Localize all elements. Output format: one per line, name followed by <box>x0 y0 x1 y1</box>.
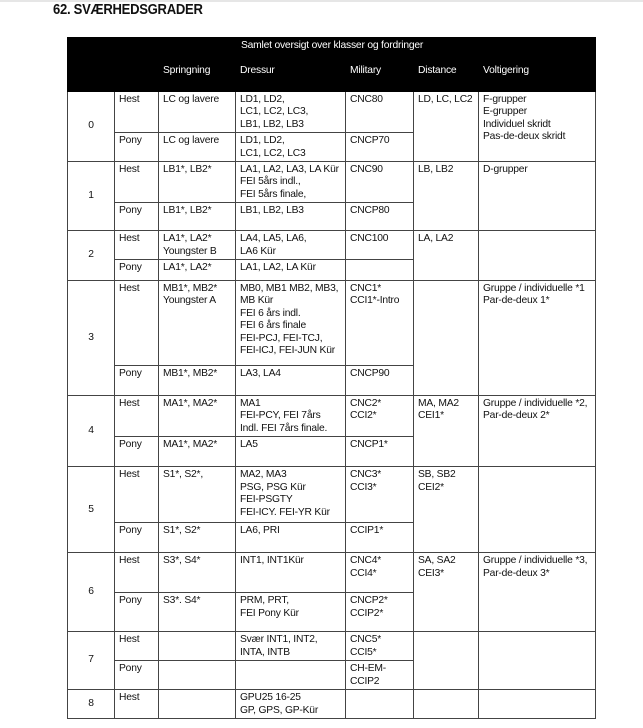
cell-line: LC1, LC2, LC3 <box>240 147 306 159</box>
cell-line: CNCP90 <box>350 368 390 380</box>
category-cell: Hest <box>115 92 159 133</box>
military-cell <box>346 203 414 231</box>
voltigering-cell <box>479 396 596 467</box>
springning-cell <box>159 467 236 523</box>
category-cell: Pony <box>115 661 159 690</box>
table-row <box>68 467 596 523</box>
cell-line: CEI1* <box>418 410 444 422</box>
category-cell: Hest <box>115 467 159 523</box>
cell-line: CNCP70 <box>350 135 390 147</box>
voltigering-cell <box>479 553 596 632</box>
cell-line: CCI3* <box>350 481 377 493</box>
springning-cell <box>159 366 236 396</box>
category-cell: Pony <box>115 593 159 632</box>
category-cell: Pony <box>115 366 159 396</box>
table-row <box>68 231 596 260</box>
voltigering-cell <box>479 281 596 396</box>
dressur-cell <box>236 203 346 231</box>
cell-line: CCIP2 <box>350 675 380 687</box>
cell-line: Gruppe / individuelle *3, <box>483 555 588 567</box>
column-header-level <box>68 59 115 92</box>
level-cell: 7 <box>68 632 115 690</box>
military-cell <box>346 162 414 203</box>
column-header-dressur: Dressur <box>236 59 346 92</box>
category-cell: Hest <box>115 231 159 260</box>
cell-line: MB Kür <box>240 295 274 307</box>
cell-line: INTA, INTB <box>240 646 290 658</box>
cell-line: S1*, S2*, <box>163 469 203 481</box>
dressur-cell <box>236 133 346 162</box>
cell-line: F-grupper <box>483 94 527 105</box>
column-header-voltigering: Voltigering <box>479 59 596 92</box>
cell-line: CEI3* <box>418 567 444 579</box>
springning-cell <box>159 203 236 231</box>
cell-line: FEI-PSGTY <box>240 494 293 506</box>
dressur-cell <box>236 553 346 593</box>
distance-cell <box>414 281 479 396</box>
dressur-cell <box>236 523 346 553</box>
military-cell <box>346 437 414 467</box>
voltigering-cell <box>479 467 596 553</box>
cell-line: D-grupper <box>483 164 528 176</box>
military-cell <box>346 92 414 133</box>
cell-line: S3*. S4* <box>163 595 201 607</box>
cell-line: Par-de-deux 1* <box>483 295 550 307</box>
level-cell: 6 <box>68 553 115 632</box>
cell-line: CNCP80 <box>350 205 390 217</box>
distance-cell <box>414 553 479 632</box>
dressur-cell <box>236 162 346 203</box>
cell-line: Indl. FEI 7års finale. <box>240 422 328 434</box>
military-cell <box>346 632 414 661</box>
cell-line: LA1, LA2, LA Kür <box>240 262 316 274</box>
category-cell: Pony <box>115 133 159 162</box>
cell-line: FEI-ICY. FEI-YR Kür <box>240 506 330 518</box>
cell-line: LA6 Kür <box>240 245 276 257</box>
table-title-row <box>68 38 596 59</box>
cell-line: FEI 6 års indl. <box>240 307 301 319</box>
level-cell: 8 <box>68 690 115 719</box>
distance-cell <box>414 467 479 553</box>
cell-line: CNCP2* <box>350 595 388 607</box>
voltigering-cell <box>479 632 596 690</box>
cell-line: MA1 <box>240 398 261 410</box>
cell-line: CNC3* <box>350 469 382 481</box>
category-cell: Pony <box>115 260 159 281</box>
cell-line: CNC2* <box>350 398 382 410</box>
category-cell: Hest <box>115 162 159 203</box>
cell-line: CCI4* <box>350 567 377 579</box>
cell-line: LB1*, LB2* <box>163 205 212 217</box>
category-cell: Pony <box>115 203 159 231</box>
cell-line: CCI1*-Intro <box>350 295 400 307</box>
cell-line: SB, SB2 <box>418 469 456 481</box>
cell-line: FEI 5års indl., <box>240 176 301 188</box>
dressur-cell <box>236 661 346 690</box>
dressur-cell <box>236 467 346 523</box>
military-cell <box>346 366 414 396</box>
military-cell <box>346 593 414 632</box>
level-cell: 0 <box>68 92 115 162</box>
category-cell: Pony <box>115 523 159 553</box>
cell-line: Pas-de-deux skridt <box>483 131 566 143</box>
springning-cell <box>159 553 236 593</box>
voltigering-cell <box>479 92 596 162</box>
military-cell <box>346 281 414 366</box>
military-cell <box>346 396 414 437</box>
dressur-cell <box>236 281 346 366</box>
cell-line: MA1*, MA2* <box>163 439 218 451</box>
dressur-cell <box>236 690 346 719</box>
cell-line: LA, LA2 <box>418 233 454 245</box>
level-cell: 4 <box>68 396 115 467</box>
dressur-cell <box>236 437 346 467</box>
cell-line: CNC80 <box>350 94 383 105</box>
cell-line: FEI-PCJ, FEI-TCJ, <box>240 332 323 344</box>
cell-line: CCIP2* <box>350 607 384 619</box>
cell-line: Par-de-deux 2* <box>483 410 550 422</box>
military-cell <box>346 523 414 553</box>
dressur-cell <box>236 632 346 661</box>
cell-line: Par-de-deux 3* <box>483 567 550 579</box>
table-body <box>68 92 596 719</box>
cell-line: MB1*, MB2* <box>163 368 218 380</box>
cell-line: PSG, PSG Kür <box>240 481 306 493</box>
table-title: Samlet oversigt over klasser og fordringer <box>68 38 596 59</box>
cell-line: GP, GPS, GP-Kür <box>240 704 319 716</box>
cell-line: LC og lavere <box>163 94 219 105</box>
category-cell: Hest <box>115 690 159 719</box>
springning-cell <box>159 632 236 661</box>
table-row <box>68 162 596 203</box>
cell-line: CCI5* <box>350 646 377 658</box>
column-header-distance: Distance <box>414 59 479 92</box>
cell-line: Youngster B <box>163 245 217 257</box>
springning-cell <box>159 133 236 162</box>
cell-line: Svær INT1, INT2, <box>240 634 318 646</box>
dressur-cell <box>236 260 346 281</box>
distance-cell <box>414 92 479 162</box>
distance-cell <box>414 231 479 281</box>
category-cell: Pony <box>115 437 159 467</box>
cell-line: LA1*, LA2* <box>163 233 212 245</box>
cell-line: FEI 5års finale, <box>240 188 307 200</box>
cell-line: LA1, LA2, LA3, LA Kür <box>240 164 339 176</box>
difficulty-table <box>67 37 596 719</box>
cell-line: CH-EM- <box>350 663 386 675</box>
level-cell: 2 <box>68 231 115 281</box>
cell-line: CCIP1* <box>350 525 384 537</box>
dressur-cell <box>236 593 346 632</box>
cell-line: S1*, S2* <box>163 525 201 537</box>
cell-line: MA1*, MA2* <box>163 398 218 410</box>
cell-line: Individuel skridt <box>483 118 551 130</box>
cell-line: LC og lavere <box>163 135 219 147</box>
springning-cell <box>159 281 236 366</box>
dressur-cell <box>236 366 346 396</box>
level-cell: 3 <box>68 281 115 396</box>
cell-line: PRM, PRT, <box>240 595 289 607</box>
springning-cell <box>159 231 236 260</box>
dressur-cell <box>236 396 346 437</box>
table-row <box>68 632 596 661</box>
military-cell <box>346 467 414 523</box>
dressur-cell <box>236 92 346 133</box>
cell-line: SA, SA2 <box>418 555 456 567</box>
voltigering-cell <box>479 690 596 719</box>
column-header-row <box>68 59 596 92</box>
cell-line: INT1, INT1Kür <box>240 555 304 567</box>
category-cell: Hest <box>115 553 159 593</box>
cell-line: E-grupper <box>483 106 527 118</box>
cell-line: MB1*, MB2* <box>163 283 218 295</box>
cell-line: Gruppe / individuelle *1 <box>483 283 585 295</box>
column-header-category <box>115 59 159 92</box>
springning-cell <box>159 260 236 281</box>
cell-line: CEI2* <box>418 481 444 493</box>
cell-line: LB1, LB2, LB3 <box>240 118 304 130</box>
section-heading: 62. SVÆRHEDSGRADER <box>53 2 203 18</box>
table-row <box>68 396 596 437</box>
cell-line: CNC100 <box>350 233 389 245</box>
cell-line: LD1, LD2, <box>240 135 285 147</box>
springning-cell <box>159 162 236 203</box>
distance-cell <box>414 690 479 719</box>
cell-line: LC1, LC2, LC3, <box>240 106 309 118</box>
cell-line: FEI-PCY, FEI 7års <box>240 410 321 422</box>
military-cell <box>346 553 414 593</box>
military-cell <box>346 260 414 281</box>
voltigering-cell <box>479 231 596 281</box>
springning-cell <box>159 437 236 467</box>
military-cell <box>346 661 414 690</box>
cell-line: LA1*, LA2* <box>163 262 212 274</box>
cell-line: LB1, LB2, LB3 <box>240 205 304 217</box>
cell-line: CNC1* <box>350 283 382 295</box>
table-row <box>68 690 596 719</box>
military-cell <box>346 133 414 162</box>
military-cell <box>346 231 414 260</box>
cell-line: FEI-ICJ, FEI-JUN Kür <box>240 345 335 357</box>
cell-line: LA4, LA5, LA6, <box>240 233 307 245</box>
cell-line: LB, LB2 <box>418 164 454 176</box>
cell-line: LD, LC, LC2 <box>418 94 473 105</box>
table-row <box>68 92 596 133</box>
column-header-springning: Springning <box>159 59 236 92</box>
cell-line: Gruppe / individuelle *2, <box>483 398 588 410</box>
cell-line: GPU25 16-25 <box>240 692 301 704</box>
cell-line: MA, MA2 <box>418 398 459 410</box>
cell-line: MA2, MA3 <box>240 469 287 481</box>
cell-line: S3*, S4* <box>163 555 201 567</box>
springning-cell <box>159 396 236 437</box>
distance-cell <box>414 162 479 231</box>
voltigering-cell <box>479 162 596 231</box>
cell-line: CNCP1* <box>350 439 388 451</box>
cell-line: LA5 <box>240 439 258 451</box>
level-cell: 1 <box>68 162 115 231</box>
level-cell: 5 <box>68 467 115 553</box>
cell-line: CCI2* <box>350 410 377 422</box>
springning-cell <box>159 593 236 632</box>
distance-cell <box>414 396 479 467</box>
cell-line: MB0, MB1 MB2, MB3, <box>240 283 339 295</box>
cell-line: Youngster A <box>163 295 216 307</box>
military-cell <box>346 690 414 719</box>
cell-line: CNC90 <box>350 164 383 176</box>
table-row <box>68 553 596 593</box>
cell-line: FEI Pony Kür <box>240 607 299 619</box>
springning-cell <box>159 690 236 719</box>
category-cell: Hest <box>115 632 159 661</box>
distance-cell <box>414 632 479 690</box>
cell-line: CNC5* <box>350 634 382 646</box>
cell-line: LA3, LA4 <box>240 368 281 380</box>
column-header-military: Military <box>346 59 414 92</box>
cell-line: LD1, LD2, <box>240 94 285 105</box>
cell-line: CNC4* <box>350 555 382 567</box>
category-cell: Hest <box>115 396 159 437</box>
dressur-cell <box>236 231 346 260</box>
cell-line: LA6, PRI <box>240 525 280 537</box>
springning-cell <box>159 92 236 133</box>
category-cell: Hest <box>115 281 159 366</box>
springning-cell <box>159 661 236 690</box>
springning-cell <box>159 523 236 553</box>
table-row <box>68 281 596 366</box>
cell-line: FEI 6 års finale <box>240 320 307 332</box>
cell-line: LB1*, LB2* <box>163 164 212 176</box>
